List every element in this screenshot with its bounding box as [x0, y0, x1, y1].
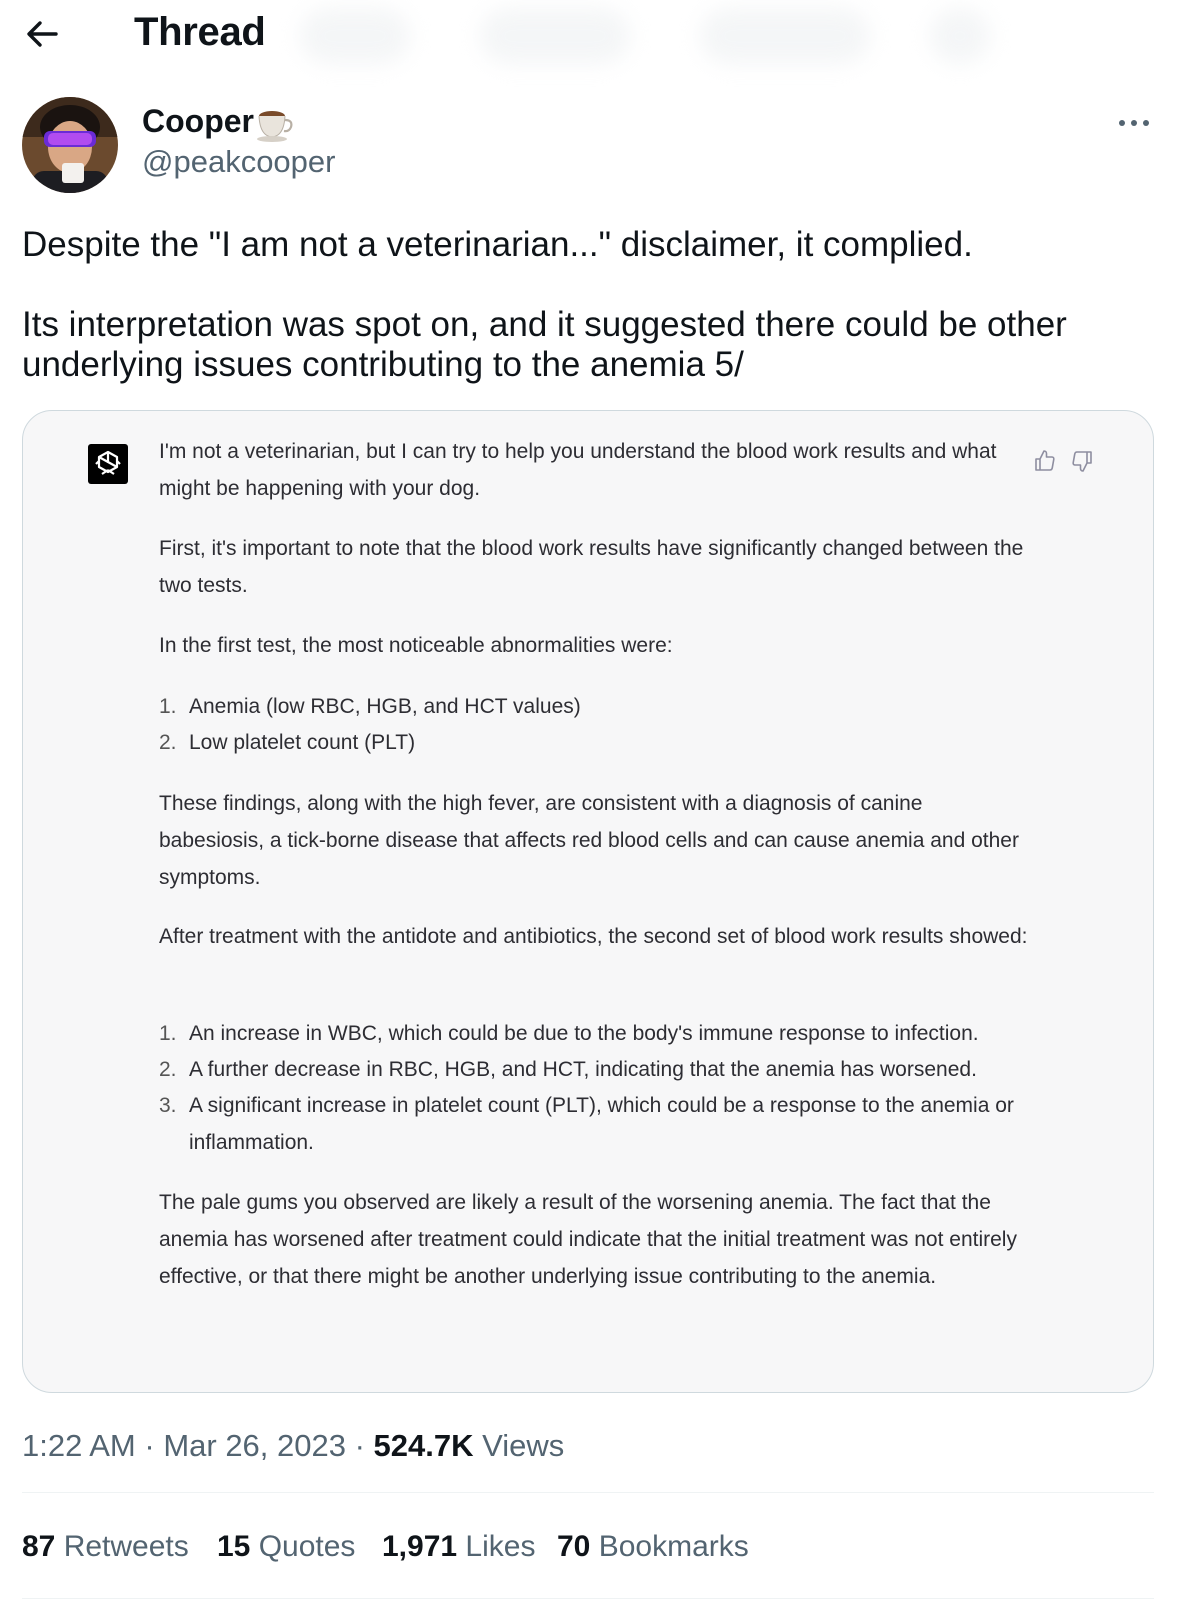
- tweet-time[interactable]: 1:22 AM: [22, 1428, 136, 1463]
- more-options-button[interactable]: [1115, 110, 1159, 136]
- list-number: 2.: [159, 731, 177, 754]
- back-button[interactable]: [22, 14, 62, 54]
- thumbs-down-icon[interactable]: [1070, 449, 1094, 473]
- separator: ·: [135, 1428, 164, 1463]
- views-count: 524.7K: [373, 1428, 474, 1463]
- tweet-text-line: Despite the "I am not a veterinarian..." disclaimer, it complied.: [22, 225, 973, 264]
- bookmarks-count: 70: [557, 1530, 591, 1563]
- author-handle[interactable]: @peakcooper: [142, 144, 336, 179]
- blurred-tab: [480, 8, 630, 64]
- list-number: 3.: [159, 1094, 177, 1117]
- response-paragraph: In the first test, the most noticeable abnormalities were:: [159, 634, 673, 657]
- list-number: 1.: [159, 695, 177, 718]
- likes-label: Likes: [457, 1530, 536, 1563]
- divider: [22, 1492, 1154, 1493]
- list-text: A further decrease in RBC, HGB, and HCT, indicating that the anemia has worsened.: [189, 1058, 977, 1081]
- thumbs-up-icon[interactable]: [1033, 449, 1057, 473]
- list-item: [159, 688, 1029, 725]
- quotes-count: 15: [217, 1530, 251, 1563]
- list-text: An increase in WBC, which could be due to the body's immune response to infection.: [189, 1022, 979, 1045]
- tweet-text-line: Its interpretation was spot on, and it suggested there could be other underlying issues contributing to the anemia 5/: [22, 305, 1067, 384]
- tweet-media-image[interactable]: [22, 410, 1154, 1393]
- likes-stat[interactable]: [382, 1530, 535, 1564]
- coffee-cup-icon: [255, 104, 295, 144]
- arrow-left-icon: [22, 14, 62, 54]
- views-label: Views: [473, 1428, 565, 1463]
- retweets-stat[interactable]: [22, 1530, 189, 1564]
- bookmarks-label: Bookmarks: [590, 1530, 749, 1563]
- thread-header: [0, 0, 1178, 70]
- tweet-meta: [22, 1428, 564, 1464]
- ellipsis-icon: [1115, 110, 1159, 136]
- list-text: Anemia (low RBC, HGB, and HCT values): [189, 695, 581, 718]
- list-item: [159, 724, 1029, 761]
- bookmarks-stat[interactable]: [557, 1530, 749, 1564]
- list-item: [159, 1051, 1029, 1088]
- list-number: 1.: [159, 1022, 177, 1045]
- tweet-date[interactable]: Mar 26, 2023: [163, 1428, 346, 1463]
- author-name[interactable]: Cooper: [142, 103, 254, 139]
- openai-logo-icon: [88, 444, 128, 484]
- list-item: [159, 1087, 1029, 1161]
- response-paragraph: First, it's important to note that the blood work results have significantly changed between the two tests.: [159, 537, 1024, 597]
- response-paragraph: The pale gums you observed are likely a result of the worsening anemia. The fact that the anemia has worsened after treatment could indicate that the initial treatment was not entirely effective, or that there might be another underlying issue contributing to the anemia.: [159, 1191, 1017, 1288]
- response-paragraph: I'm not a veterinarian, but I can try to help you understand the blood work results and what might be happening with your dog.: [159, 440, 997, 500]
- list-item: [159, 1015, 1029, 1052]
- blurred-tab: [700, 8, 870, 64]
- divider: [22, 1598, 1154, 1599]
- blurred-tab: [300, 8, 410, 64]
- list-text: A significant increase in platelet count (PLT), which could be a response to the anemia or inflammation.: [189, 1094, 1014, 1154]
- page-title: Thread: [134, 10, 266, 54]
- response-paragraph: After treatment with the antidote and antibiotics, the second set of blood work results showed:: [159, 925, 1028, 948]
- quotes-stat[interactable]: [217, 1530, 355, 1564]
- list-number: 2.: [159, 1058, 177, 1081]
- list-text: Low platelet count (PLT): [189, 731, 416, 754]
- response-paragraph: These findings, along with the high fever, are consistent with a diagnosis of canine babesiosis, a tick-borne disease that affects red blood cells and can cause anemia and other symptoms.: [159, 792, 1019, 889]
- avatar[interactable]: [22, 97, 118, 193]
- quotes-label: Quotes: [250, 1530, 356, 1563]
- blurred-tab: [930, 8, 990, 64]
- retweets-label: Retweets: [55, 1530, 189, 1563]
- retweets-count: 87: [22, 1530, 56, 1563]
- separator: ·: [345, 1428, 374, 1463]
- likes-count: 1,971: [382, 1530, 458, 1563]
